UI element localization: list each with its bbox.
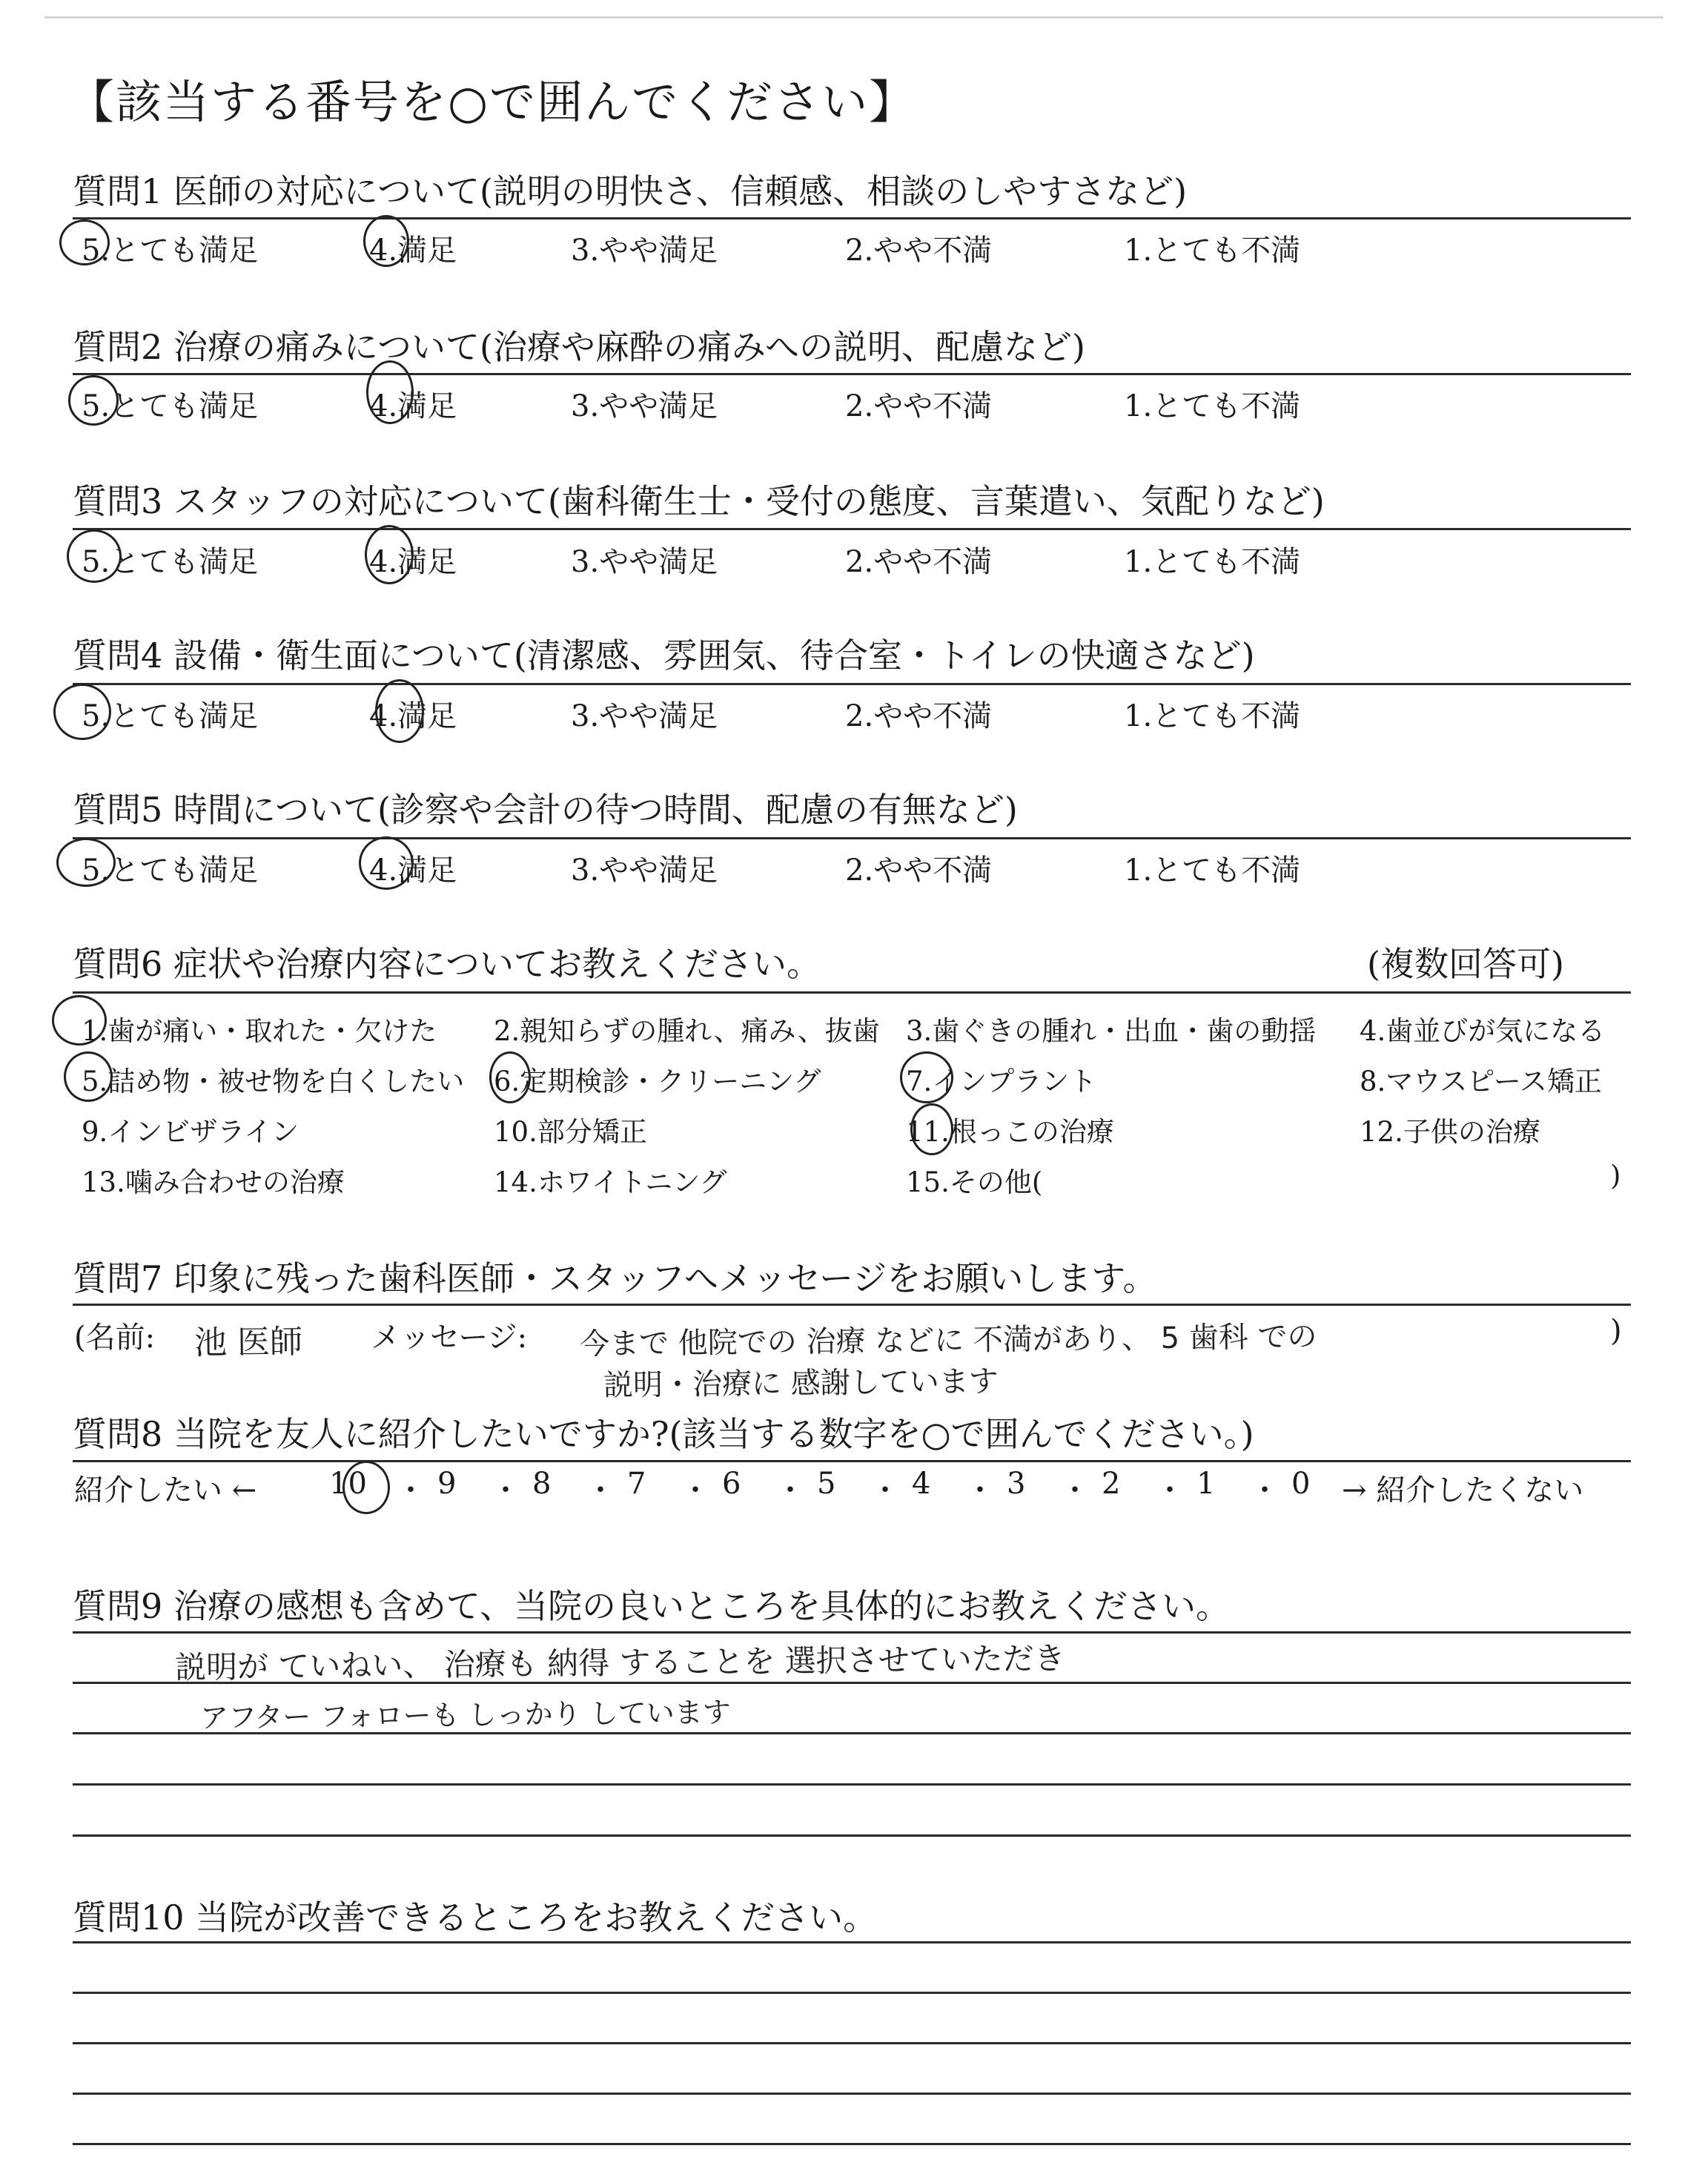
q8-scale-6[interactable]: 6 (722, 1467, 741, 1501)
q6-item-3[interactable]: 3.歯ぐきの腫れ・出血・歯の動揺 (906, 1015, 1317, 1047)
q6-item-15-close: ) (1610, 1160, 1621, 1192)
q6-item-4[interactable]: 4.歯並びが気になる (1360, 1015, 1606, 1047)
q6-item-2[interactable]: 2.親知らずの腫れ、痛み、抜歯 (494, 1015, 880, 1047)
q1-option-3[interactable]: 3.やや満足 (571, 234, 718, 268)
q3-option-4[interactable]: 4.満足 (369, 545, 457, 579)
q10-line-4 (73, 2093, 1631, 2095)
q2-option-2[interactable]: 2.やや不満 (845, 389, 993, 423)
q10-line-3 (73, 2042, 1631, 2044)
q6-item-5[interactable]: 5.詰め物・被せ物を白くしたい (82, 1066, 465, 1097)
q10-line-1 (73, 1941, 1631, 1943)
q8-scale-9[interactable]: 9 (437, 1467, 457, 1501)
q4-option-5[interactable]: 5.とても満足 (82, 699, 259, 733)
q9-answer-line-1[interactable]: 説明が ていねい、 治療も 納得 することを 選択させていただき (174, 1639, 1066, 1686)
q8-dot: ・ (681, 1473, 710, 1507)
q10-heading: 質問10 当院が改善できるところをお教えください。 (73, 1898, 878, 1938)
q2-option-5[interactable]: 5.とても満足 (82, 389, 259, 423)
q2-rule (73, 373, 1631, 375)
q4-option-4[interactable]: 4.満足 (369, 699, 457, 733)
q6-item-1[interactable]: 1.歯が痛い・取れた・欠けた (82, 1015, 437, 1047)
q8-dot: ・ (1155, 1473, 1185, 1507)
q7-heading: 質問7 印象に残った歯科医師・スタッフへメッセージをお願いします。 (73, 1258, 1157, 1298)
q6-item-14[interactable]: 14.ホワイトニング (494, 1166, 727, 1198)
q9-heading: 質問9 治療の感想も含めて、当院の良いところを具体的にお教えください。 (73, 1586, 1230, 1626)
q2-option-3[interactable]: 3.やや満足 (571, 389, 718, 423)
q7-name-value[interactable]: 池 医師 (193, 1323, 303, 1362)
q6-item-8[interactable]: 8.マウスピース矯正 (1360, 1066, 1602, 1097)
q2-heading: 質問2 治療の痛みについて(治療や麻酔の痛みへの説明、配慮など) (73, 327, 1085, 367)
q9-line-5 (73, 1834, 1631, 1837)
q5-rule (73, 837, 1631, 839)
q8-dot: ・ (491, 1473, 520, 1507)
q1-option-5[interactable]: 5.とても満足 (82, 234, 259, 268)
q6-heading (73, 937, 1564, 986)
q7-message-label: メッセージ: (371, 1321, 528, 1355)
q8-dot: ・ (870, 1473, 900, 1507)
q4-option-3[interactable]: 3.やや満足 (571, 699, 718, 733)
q8-rule (73, 1460, 1631, 1462)
q8-dot: ・ (965, 1473, 995, 1507)
q6-item-15[interactable]: 15.その他( (906, 1166, 1043, 1198)
q1-option-2[interactable]: 2.やや不満 (845, 234, 993, 268)
top-divider (44, 16, 1664, 19)
q5-option-5[interactable]: 5.とても満足 (82, 853, 259, 888)
q8-scale-4[interactable]: 4 (912, 1467, 931, 1501)
q1-rule (73, 217, 1631, 219)
q4-heading: 質問4 設備・衛生面について(清潔感、雰囲気、待合室・トイレの快適さなど) (73, 635, 1255, 676)
q5-option-4[interactable]: 4.満足 (369, 853, 457, 888)
q2-option-4[interactable]: 4.満足 (369, 389, 457, 423)
q3-rule (73, 528, 1631, 530)
q10-line-2 (73, 1992, 1631, 1994)
q7-close-paren: ) (1610, 1314, 1622, 1348)
q2-option-1[interactable]: 1.とても不満 (1124, 389, 1301, 423)
q7-rule (73, 1304, 1631, 1306)
q8-heading: 質問8 当院を友人に紹介したいですか?(該当する数字を○で囲んでください。) (73, 1414, 1254, 1454)
q6-item-6[interactable]: 6.定期検診・クリーニング (494, 1066, 821, 1097)
q10-line-5 (73, 2143, 1631, 2145)
q6-rule (73, 991, 1631, 994)
q3-option-5[interactable]: 5.とても満足 (82, 545, 259, 579)
q8-scale-7[interactable]: 7 (627, 1467, 646, 1501)
q6-item-10[interactable]: 10.部分矯正 (494, 1116, 647, 1148)
q8-right-label: → 紹介したくない (1342, 1473, 1584, 1507)
q4-option-1[interactable]: 1.とても不満 (1124, 699, 1301, 733)
q4-rule (73, 683, 1631, 685)
q8-scale-1[interactable]: 1 (1196, 1467, 1216, 1501)
q3-option-2[interactable]: 2.やや不満 (845, 545, 993, 579)
q3-option-3[interactable]: 3.やや満足 (571, 545, 718, 579)
q6-multiple-note: (複数回答可) (1367, 944, 1564, 984)
page-title: 【該当する番号を○で囲んでください】 (68, 75, 917, 129)
q9-line-4 (73, 1783, 1631, 1786)
q8-dot: ・ (1250, 1473, 1280, 1507)
q5-option-3[interactable]: 3.やや満足 (571, 853, 718, 888)
q8-left-label: 紹介したい ← (74, 1473, 257, 1507)
q7-name-label: (名前: (74, 1321, 156, 1355)
q1-option-1[interactable]: 1.とても不満 (1124, 234, 1301, 268)
q8-scale-5[interactable]: 5 (817, 1467, 836, 1501)
q6-item-7[interactable]: 7.インプラント (906, 1066, 1097, 1097)
q8-dot: ・ (775, 1473, 805, 1507)
q6-item-13[interactable]: 13.噛み合わせの治療 (82, 1166, 345, 1198)
q9-line-1 (73, 1631, 1631, 1634)
q6-item-9[interactable]: 9.インビザライン (82, 1116, 299, 1148)
q4-option-2[interactable]: 2.やや不満 (845, 699, 993, 733)
q1-option-4[interactable]: 4.満足 (369, 234, 457, 268)
q8-dot: ・ (1060, 1473, 1090, 1507)
q8-scale-8[interactable]: 8 (532, 1467, 552, 1501)
q5-option-1[interactable]: 1.とても不満 (1124, 853, 1301, 888)
q8-dot: ・ (586, 1473, 615, 1507)
q8-scale-2[interactable]: 2 (1102, 1467, 1121, 1501)
q7-message-line-1[interactable]: 今まで 他院での 治療 などに 不満があり、 5 歯科 での (579, 1319, 1317, 1362)
q5-option-2[interactable]: 2.やや不満 (845, 853, 993, 888)
q8-scale-10[interactable]: 10 (329, 1467, 367, 1501)
q7-message-line-2[interactable]: 説明・治療に 感謝しています (603, 1364, 999, 1403)
q6-item-12[interactable]: 12.子供の治療 (1360, 1116, 1540, 1148)
q1-heading: 質問1 医師の対応について(説明の明快さ、信頼感、相談のしやすさなど) (73, 171, 1188, 211)
q3-option-1[interactable]: 1.とても不満 (1124, 545, 1301, 579)
q6-item-11[interactable]: 11.根っこの治療 (906, 1116, 1114, 1148)
q8-dot: ・ (396, 1473, 426, 1507)
q5-heading: 質問5 時間について(診察や会計の待つ時間、配慮の有無など) (73, 790, 1018, 830)
q3-heading: 質問3 スタッフの対応について(歯科衛生士・受付の態度、言葉遣い、気配りなど) (73, 481, 1325, 521)
q8-scale-3[interactable]: 3 (1007, 1467, 1026, 1501)
q9-answer-line-2[interactable]: アフター フォローも しっかり しています (199, 1696, 731, 1734)
q8-scale-0[interactable]: 0 (1291, 1467, 1311, 1501)
q6-label: 質問6 症状や治療内容についてお教えください。 (73, 944, 821, 984)
